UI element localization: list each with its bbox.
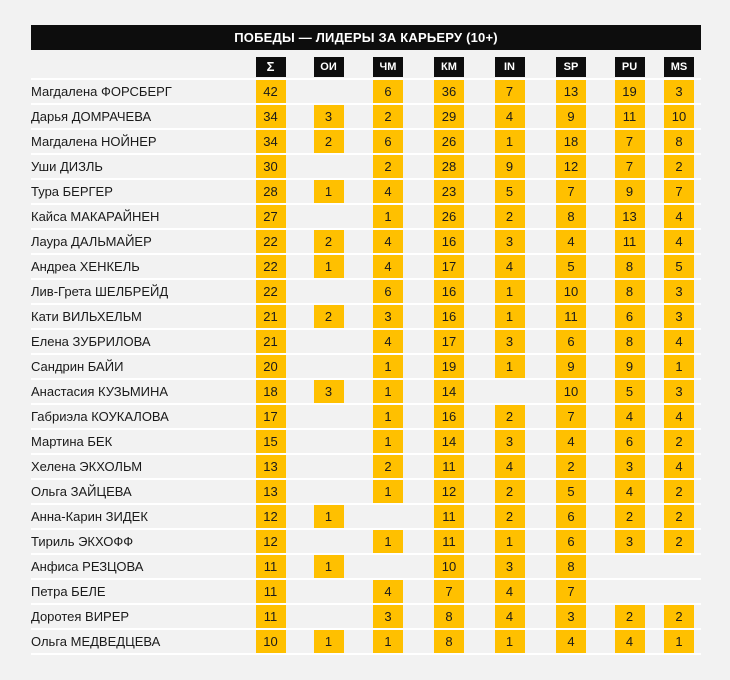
value-cell-pursuit: 3 [615, 455, 645, 478]
value-cell-sprint: 6 [556, 530, 586, 553]
table-title: ПОБЕДЫ — ЛИДЕРЫ ЗА КАРЬЕРУ (10+) [31, 25, 701, 50]
value-cell-pursuit: 7 [615, 155, 645, 178]
column-header-sprint: SP [556, 57, 586, 77]
value-cell-world-championships: 4 [373, 230, 403, 253]
value-cell-mass-start: 3 [664, 280, 694, 303]
value-cell-world-cup: 23 [434, 180, 464, 203]
value-cell-olympics: 2 [314, 130, 344, 153]
value-cell-total: 10 [256, 630, 286, 653]
value-cell-world-cup: 28 [434, 155, 464, 178]
value-cell-olympics: 1 [314, 255, 344, 278]
value-cell-sprint: 6 [556, 330, 586, 353]
value-cell-mass-start: 2 [664, 430, 694, 453]
value-cell-world-championships [373, 555, 403, 578]
table-row [31, 604, 701, 629]
value-cell-world-cup: 17 [434, 255, 464, 278]
value-cell-olympics: 3 [314, 380, 344, 403]
value-cell-individual: 4 [495, 455, 525, 478]
value-cell-individual: 4 [495, 605, 525, 628]
value-cell-total: 13 [256, 480, 286, 503]
value-cell-sprint: 11 [556, 305, 586, 328]
value-cell-individual: 3 [495, 330, 525, 353]
column-header-world-championships: ЧМ [373, 57, 403, 77]
value-cell-world-cup: 26 [434, 130, 464, 153]
value-cell-individual: 1 [495, 305, 525, 328]
value-cell-total: 11 [256, 605, 286, 628]
value-cell-pursuit: 7 [615, 130, 645, 153]
value-cell-world-championships: 6 [373, 280, 403, 303]
value-cell-sprint: 9 [556, 105, 586, 128]
value-cell-pursuit: 9 [615, 355, 645, 378]
value-cell-world-championships: 1 [373, 530, 403, 553]
value-cell-total: 34 [256, 105, 286, 128]
value-cell-pursuit: 11 [615, 230, 645, 253]
value-cell-individual: 4 [495, 580, 525, 603]
value-cell-sprint: 5 [556, 480, 586, 503]
value-cell-mass-start: 2 [664, 155, 694, 178]
value-cell-individual: 1 [495, 630, 525, 653]
value-cell-total: 22 [256, 230, 286, 253]
value-cell-sprint: 4 [556, 630, 586, 653]
value-cell-mass-start [664, 580, 694, 603]
athlete-name: Анфиса РЕЗЦОВА [31, 554, 241, 579]
value-cell-world-cup: 11 [434, 455, 464, 478]
value-cell-world-cup: 16 [434, 405, 464, 428]
value-cell-pursuit: 8 [615, 255, 645, 278]
value-cell-individual: 2 [495, 505, 525, 528]
value-cell-world-championships: 1 [373, 480, 403, 503]
value-cell-olympics [314, 205, 344, 228]
value-cell-sprint: 8 [556, 555, 586, 578]
value-cell-total: 11 [256, 580, 286, 603]
value-cell-total: 20 [256, 355, 286, 378]
value-cell-mass-start: 3 [664, 305, 694, 328]
value-cell-mass-start: 4 [664, 330, 694, 353]
value-cell-individual: 1 [495, 280, 525, 303]
table-row [31, 579, 701, 604]
value-cell-world-championships: 1 [373, 630, 403, 653]
value-cell-mass-start: 2 [664, 505, 694, 528]
table-row [31, 379, 701, 404]
value-cell-olympics [314, 605, 344, 628]
value-cell-world-cup: 11 [434, 530, 464, 553]
athlete-name: Анастасия КУЗЬМИНА [31, 379, 241, 404]
table-row [31, 104, 701, 129]
value-cell-sprint: 7 [556, 180, 586, 203]
value-cell-sprint: 3 [556, 605, 586, 628]
table-row [31, 279, 701, 304]
value-cell-pursuit: 19 [615, 80, 645, 103]
value-cell-individual: 1 [495, 355, 525, 378]
value-cell-world-cup: 16 [434, 305, 464, 328]
value-cell-total: 27 [256, 205, 286, 228]
value-cell-olympics [314, 430, 344, 453]
value-cell-sprint: 5 [556, 255, 586, 278]
athlete-name: Кайса МАКАРАЙНЕН [31, 204, 241, 229]
career-wins-table [31, 25, 701, 655]
value-cell-total: 13 [256, 455, 286, 478]
athlete-name: Мартина БЕК [31, 429, 241, 454]
column-header-row [31, 50, 701, 79]
value-cell-individual: 2 [495, 405, 525, 428]
value-cell-world-cup: 12 [434, 480, 464, 503]
table-row [31, 229, 701, 254]
value-cell-world-championships: 3 [373, 605, 403, 628]
value-cell-world-championships: 4 [373, 580, 403, 603]
value-cell-mass-start [664, 555, 694, 578]
value-cell-individual: 3 [495, 555, 525, 578]
value-cell-total: 11 [256, 555, 286, 578]
value-cell-world-cup: 29 [434, 105, 464, 128]
value-cell-world-cup: 36 [434, 80, 464, 103]
value-cell-olympics: 1 [314, 180, 344, 203]
value-cell-mass-start: 3 [664, 380, 694, 403]
value-cell-sprint: 7 [556, 405, 586, 428]
value-cell-sprint: 4 [556, 430, 586, 453]
athlete-name: Магдалена ФОРСБЕРГ [31, 79, 241, 104]
value-cell-mass-start: 4 [664, 405, 694, 428]
value-cell-pursuit: 2 [615, 505, 645, 528]
table-row [31, 329, 701, 354]
value-cell-olympics: 1 [314, 505, 344, 528]
value-cell-world-cup: 19 [434, 355, 464, 378]
value-cell-world-championships: 6 [373, 80, 403, 103]
value-cell-olympics: 2 [314, 305, 344, 328]
value-cell-pursuit: 4 [615, 405, 645, 428]
athlete-name: Тура БЕРГЕР [31, 179, 241, 204]
name-column-header [31, 50, 241, 79]
value-cell-pursuit: 6 [615, 305, 645, 328]
table-row [31, 129, 701, 154]
value-cell-sprint: 8 [556, 205, 586, 228]
value-cell-sprint: 9 [556, 355, 586, 378]
value-cell-olympics [314, 480, 344, 503]
value-cell-pursuit: 3 [615, 530, 645, 553]
value-cell-world-championships: 3 [373, 305, 403, 328]
value-cell-pursuit: 6 [615, 430, 645, 453]
athlete-name: Анна-Карин ЗИДЕК [31, 504, 241, 529]
value-cell-world-cup: 16 [434, 230, 464, 253]
column-header-mass-start: MS [664, 57, 694, 77]
value-cell-individual: 3 [495, 430, 525, 453]
value-cell-pursuit: 2 [615, 605, 645, 628]
value-cell-world-cup: 14 [434, 380, 464, 403]
value-cell-world-cup: 16 [434, 280, 464, 303]
value-cell-world-cup: 11 [434, 505, 464, 528]
value-cell-world-cup: 26 [434, 205, 464, 228]
value-cell-olympics [314, 280, 344, 303]
athlete-name: Тириль ЭКХОФФ [31, 529, 241, 554]
value-cell-world-championships: 1 [373, 355, 403, 378]
value-cell-sprint: 7 [556, 580, 586, 603]
value-cell-olympics: 2 [314, 230, 344, 253]
table-row [31, 154, 701, 179]
value-cell-sprint: 10 [556, 380, 586, 403]
value-cell-pursuit: 4 [615, 480, 645, 503]
table-row [31, 504, 701, 529]
value-cell-world-cup: 8 [434, 605, 464, 628]
value-cell-total: 18 [256, 380, 286, 403]
value-cell-olympics: 3 [314, 105, 344, 128]
athlete-name: Ольга ЗАЙЦЕВА [31, 479, 241, 504]
value-cell-mass-start: 5 [664, 255, 694, 278]
athlete-name: Андреа ХЕНКЕЛЬ [31, 254, 241, 279]
value-cell-olympics [314, 80, 344, 103]
column-header-olympics: ОИ [314, 57, 344, 77]
athlete-name: Сандрин БАЙИ [31, 354, 241, 379]
value-cell-mass-start: 2 [664, 480, 694, 503]
value-cell-world-championships: 4 [373, 255, 403, 278]
table-row [31, 404, 701, 429]
value-cell-olympics [314, 530, 344, 553]
athlete-name: Уши ДИЗЛЬ [31, 154, 241, 179]
value-cell-world-cup: 14 [434, 430, 464, 453]
table-row [31, 529, 701, 554]
athlete-name: Лив-Грета ШЕЛБРЕЙД [31, 279, 241, 304]
value-cell-world-championships: 4 [373, 330, 403, 353]
table-row [31, 554, 701, 579]
value-cell-total: 22 [256, 255, 286, 278]
value-cell-individual [495, 380, 525, 403]
value-cell-world-championships: 1 [373, 405, 403, 428]
value-cell-total: 15 [256, 430, 286, 453]
value-cell-individual: 1 [495, 130, 525, 153]
value-cell-world-championships [373, 505, 403, 528]
value-cell-sprint: 2 [556, 455, 586, 478]
athlete-name: Кати ВИЛЬХЕЛЬМ [31, 304, 241, 329]
value-cell-world-championships: 6 [373, 130, 403, 153]
value-cell-olympics [314, 355, 344, 378]
value-cell-mass-start: 3 [664, 80, 694, 103]
value-cell-mass-start: 4 [664, 205, 694, 228]
value-cell-mass-start: 7 [664, 180, 694, 203]
value-cell-olympics [314, 330, 344, 353]
athlete-name: Дарья ДОМРАЧЕВА [31, 104, 241, 129]
value-cell-individual: 1 [495, 530, 525, 553]
column-header-individual: IN [495, 57, 525, 77]
value-cell-pursuit: 13 [615, 205, 645, 228]
value-cell-sprint: 4 [556, 230, 586, 253]
value-cell-world-cup: 10 [434, 555, 464, 578]
value-cell-total: 12 [256, 505, 286, 528]
athlete-name: Лаура ДАЛЬМАЙЕР [31, 229, 241, 254]
value-cell-pursuit: 8 [615, 280, 645, 303]
value-cell-individual: 3 [495, 230, 525, 253]
value-cell-individual: 4 [495, 105, 525, 128]
value-cell-pursuit: 11 [615, 105, 645, 128]
value-cell-world-championships: 2 [373, 455, 403, 478]
value-cell-olympics [314, 580, 344, 603]
value-cell-pursuit: 9 [615, 180, 645, 203]
value-cell-olympics [314, 155, 344, 178]
column-header-pursuit: PU [615, 57, 645, 77]
table-row [31, 304, 701, 329]
value-cell-mass-start: 2 [664, 605, 694, 628]
table-row [31, 204, 701, 229]
value-cell-total: 42 [256, 80, 286, 103]
value-cell-world-cup: 17 [434, 330, 464, 353]
value-cell-individual: 5 [495, 180, 525, 203]
value-cell-olympics: 1 [314, 630, 344, 653]
table-row [31, 254, 701, 279]
athlete-name: Петра БЕЛЕ [31, 579, 241, 604]
value-cell-world-championships: 1 [373, 430, 403, 453]
value-cell-mass-start: 1 [664, 355, 694, 378]
athlete-name: Ольга МЕДВЕДЦЕВА [31, 629, 241, 654]
value-cell-total: 22 [256, 280, 286, 303]
value-cell-pursuit: 5 [615, 380, 645, 403]
value-cell-total: 17 [256, 405, 286, 428]
value-cell-total: 28 [256, 180, 286, 203]
table-row [31, 479, 701, 504]
value-cell-total: 21 [256, 305, 286, 328]
value-cell-individual: 2 [495, 480, 525, 503]
table-row [31, 354, 701, 379]
column-header-total: Σ [256, 57, 286, 77]
table-row [31, 629, 701, 654]
value-cell-individual: 9 [495, 155, 525, 178]
table-row [31, 454, 701, 479]
value-cell-mass-start: 4 [664, 455, 694, 478]
value-cell-world-cup: 8 [434, 630, 464, 653]
value-cell-olympics [314, 455, 344, 478]
athlete-name: Магдалена НОЙНЕР [31, 129, 241, 154]
value-cell-total: 12 [256, 530, 286, 553]
value-cell-pursuit: 4 [615, 630, 645, 653]
value-cell-total: 30 [256, 155, 286, 178]
value-cell-olympics: 1 [314, 555, 344, 578]
value-cell-world-championships: 2 [373, 105, 403, 128]
table-row [31, 179, 701, 204]
table-row [31, 429, 701, 454]
column-header-world-cup: КМ [434, 57, 464, 77]
value-cell-olympics [314, 405, 344, 428]
value-cell-sprint: 12 [556, 155, 586, 178]
value-cell-world-championships: 1 [373, 380, 403, 403]
value-cell-individual: 7 [495, 80, 525, 103]
value-cell-pursuit [615, 580, 645, 603]
value-cell-sprint: 18 [556, 130, 586, 153]
athlete-name: Хелена ЭКХОЛЬМ [31, 454, 241, 479]
table-row [31, 79, 701, 104]
value-cell-individual: 4 [495, 255, 525, 278]
value-cell-sprint: 10 [556, 280, 586, 303]
value-cell-world-cup: 7 [434, 580, 464, 603]
value-cell-individual: 2 [495, 205, 525, 228]
athlete-name: Габриэла КОУКАЛОВА [31, 404, 241, 429]
value-cell-total: 21 [256, 330, 286, 353]
value-cell-mass-start: 4 [664, 230, 694, 253]
value-cell-pursuit: 8 [615, 330, 645, 353]
value-cell-mass-start: 8 [664, 130, 694, 153]
value-cell-world-championships: 2 [373, 155, 403, 178]
value-cell-mass-start: 2 [664, 530, 694, 553]
value-cell-world-championships: 4 [373, 180, 403, 203]
table-body [31, 79, 701, 654]
value-cell-sprint: 13 [556, 80, 586, 103]
value-cell-pursuit [615, 555, 645, 578]
value-cell-mass-start: 10 [664, 105, 694, 128]
value-cell-world-championships: 1 [373, 205, 403, 228]
value-cell-total: 34 [256, 130, 286, 153]
athlete-name: Доротея ВИРЕР [31, 604, 241, 629]
value-cell-sprint: 6 [556, 505, 586, 528]
athlete-name: Елена ЗУБРИЛОВА [31, 329, 241, 354]
value-cell-mass-start: 1 [664, 630, 694, 653]
